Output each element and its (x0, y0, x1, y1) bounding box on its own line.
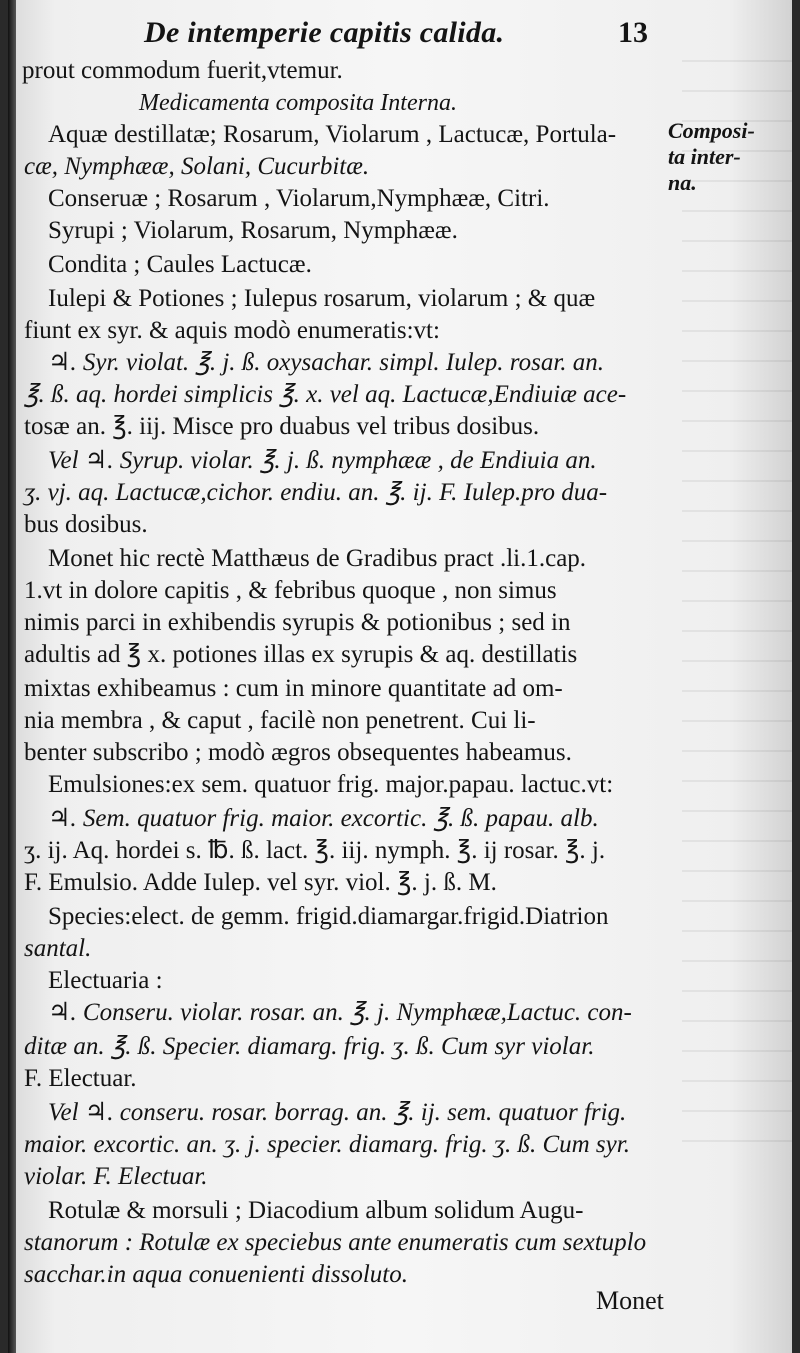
running-title: De intemperie capitis calida. (144, 16, 505, 49)
section-heading: Medicamenta composita Interna. (139, 90, 457, 116)
text-line: tosæ an. ℥. iij. Misce pro duabus vel tribus dosibus. (24, 413, 540, 440)
text-line: ♃. Conseru. violar. rosar. an. ℥. j. Nymphææ,Lactuc. con- (48, 999, 632, 1026)
text-line: mixtas exhibeamus : cum in minore quantitate ad om- (24, 675, 563, 702)
text-line: Aquæ destillatæ; Rosarum, Violarum , Lactucæ, Portula- (48, 121, 617, 148)
text-line: nia membra , & caput , facilè non penetrent. Cui li- (24, 707, 536, 734)
text-line: ℥. ß. aq. hordei simplicis ℥. x. vel aq. Lactucæ,Endiuiæ ace- (24, 381, 627, 408)
text-line: nimis parci in exhibendis syrupis & potionibus ; sed in (24, 609, 571, 636)
text-line: F. Emulsio. Adde Iulep. vel syr. viol. ℥. j. ß. M. (24, 869, 497, 896)
page-number: 13 (618, 16, 648, 49)
text-line: fiunt ex syr. & aquis modò enumeratis:vt: (24, 317, 440, 344)
text-line: Syrupi ; Violarum, Rosarum, Nymphææ. (48, 217, 458, 244)
text-line: Condita ; Caules Lactucæ. (48, 251, 312, 278)
text-line: adultis ad ℥ x. potiones illas ex syrupis & aq. destillatis (24, 641, 578, 668)
text-line: cæ, Nymphææ, Solani, Cucurbitæ. (24, 153, 370, 180)
text-line: Emulsiones:ex sem. quatuor frig. major.papau. lactuc.vt: (48, 771, 614, 798)
text-line: Rotulæ & morsuli ; Diacodium album solidum Augu- (48, 1197, 584, 1224)
text-line: benter subscribo ; modò ægros obsequentes habeamus. (24, 739, 572, 766)
text-line: Iulepi & Potiones ; Iulepus rosarum, violarum ; & quæ (48, 285, 596, 312)
text-line: Species:elect. de gemm. frigid.diamargar.frigid.Diatrion (48, 903, 609, 930)
text-line: F. Electuar. (24, 1065, 137, 1092)
show-through-bleed (682, 60, 792, 1160)
margin-note-line: na. (668, 170, 697, 195)
text-line: prout commodum fuerit,vtemur. (22, 57, 343, 84)
text-line: sacchar.in aqua conuenienti dissoluto. (24, 1261, 408, 1288)
text-line: santal. (24, 935, 92, 962)
text-line: ʒ. vj. aq. Lactucæ,cichor. endiu. an. ℥. ij. F. Iulep.pro dua- (24, 479, 608, 506)
text-line: ʒ. ij. Aq. hordei s. ℔. ß. lact. ℥. iij. nymph. ℥. ij rosar. ℥. j. (24, 837, 606, 864)
margin-note-line: Composi- (668, 118, 755, 143)
text-line: bus dosibus. (24, 511, 148, 538)
text-line: Monet hic rectè Matthæus de Gradibus pract .li.1.cap. (48, 545, 587, 572)
text-line: stanorum : Rotulæ ex speciebus ante enumeratis cum sextuplo (24, 1229, 647, 1256)
text-line: Vel ♃. conseru. rosar. borrag. an. ℥. ij. sem. quatuor frig. (48, 1099, 627, 1126)
text-line: Vel ♃. Syrup. violar. ℥. j. ß. nymphææ , de Endiuia an. (48, 447, 597, 474)
text-line: Conseruæ ; Rosarum , Violarum,Nymphææ, Citri. (48, 185, 550, 212)
text-line: ♃. Syr. violat. ℥. j. ß. oxysachar. simpl. Iulep. rosar. an. (48, 349, 605, 376)
text-line: Electuaria : (48, 967, 163, 994)
page-gutter-shadow (8, 0, 16, 1353)
text-line: 1.vt in dolore capitis , & febribus quoque , non simus (24, 577, 557, 604)
margin-note-line: ta inter- (668, 144, 741, 169)
text-line: ♃. Sem. quatuor frig. maior. excortic. ℥. ß. papau. alb. (48, 805, 599, 832)
text-line: maior. excortic. an. ʒ. j. specier. diamarg. frig. ʒ. ß. Cum syr. (24, 1131, 630, 1158)
text-line: violar. F. Electuar. (24, 1163, 208, 1190)
book-page (8, 0, 792, 1353)
catchword: Monet (596, 1286, 664, 1315)
text-line: ditæ an. ℥. ß. Specier. diamarg. frig. ʒ. ß. Cum syr violar. (24, 1033, 595, 1060)
